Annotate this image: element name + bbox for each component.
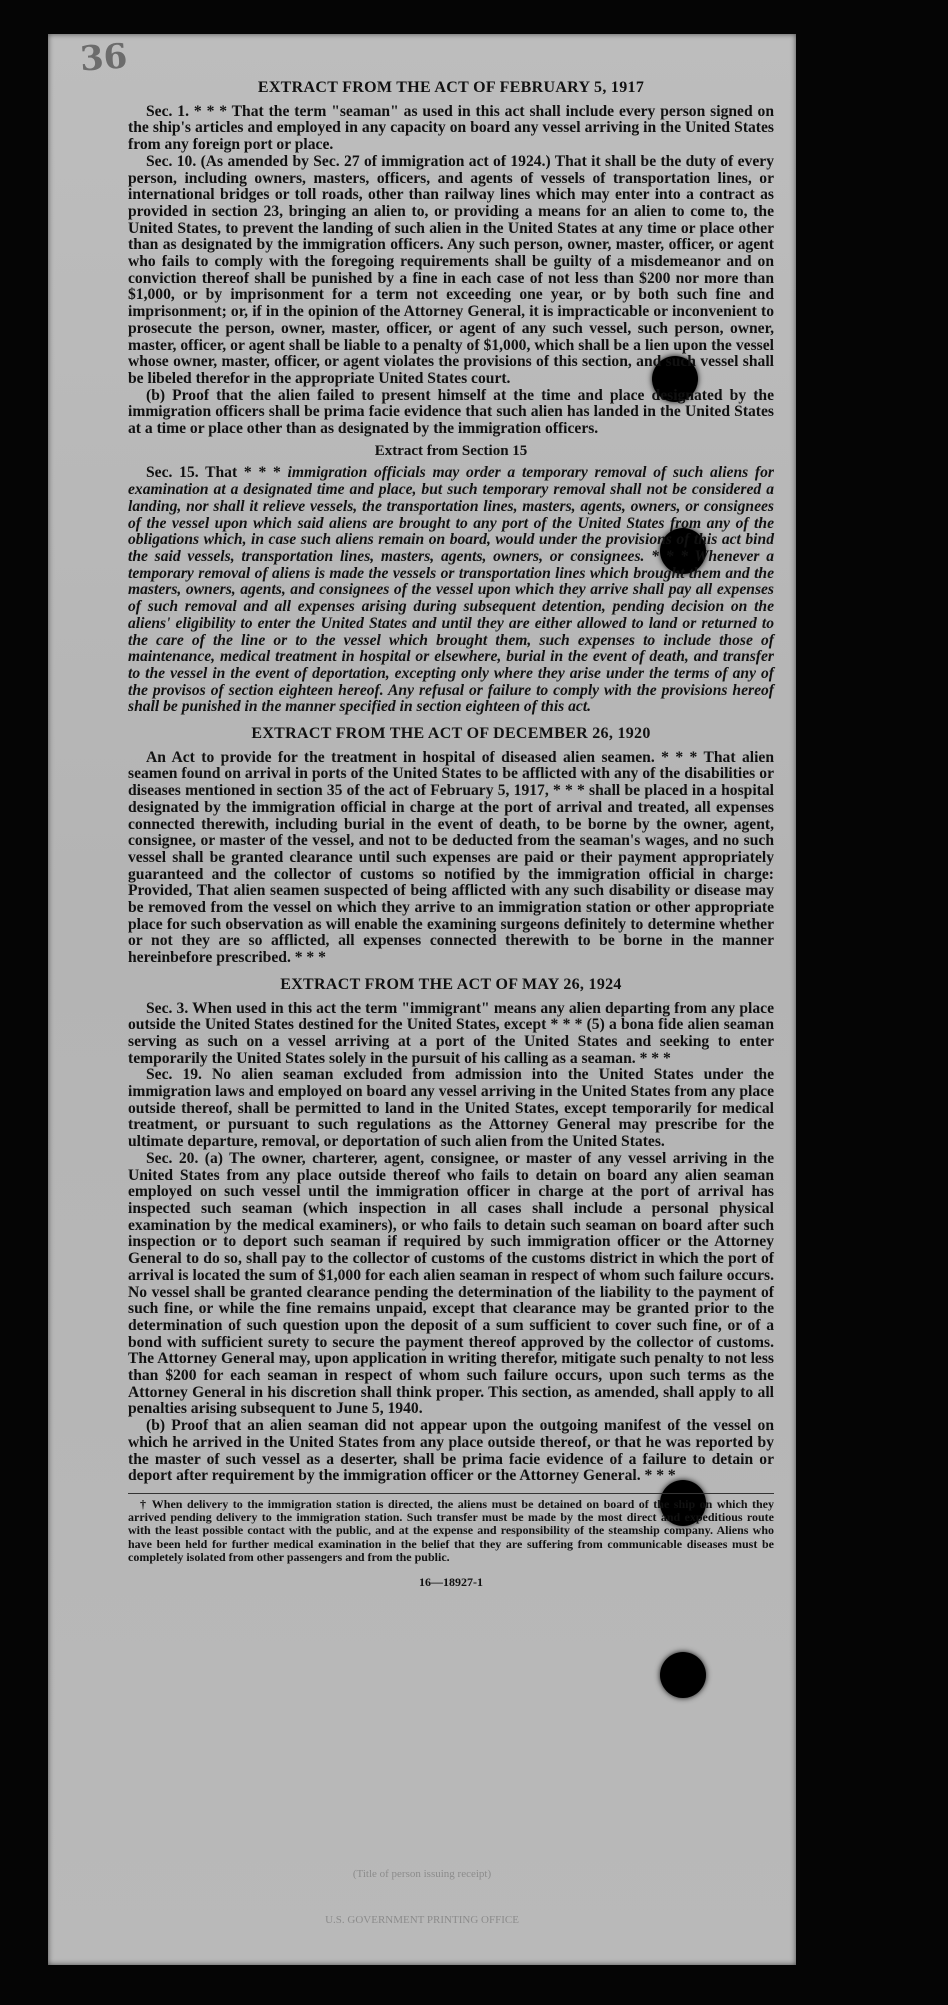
faint-printer-text: U.S. GOVERNMENT PRINTING OFFICE	[325, 1914, 519, 1926]
italic-text: immigration officials may order a temporary removal of such aliens for examination at a designated time and place, but such temporary removal shall not be considered a landing, nor shall it relieve vessels, the transportation lines, masters, agents, owners, or consignees of the vessel upon which said aliens are brought to any port of the United States from any of the obligations which, in case such aliens remain on board, would under the provisions of this act bind the said vessels, transportation lines, masters, agents, owners, or consignees. * * * Whenever a temporary removal of aliens is made the vessels or transportation lines which brought them and the masters, owners, agents, and consignees of the vessel upon which they arrive shall pay all expenses of such removal and all expenses arising during subsequent detention, pending decision on the aliens' eligibility to enter the United States and until they are either allowed to land or returned to the care of the line or to the vessel which brought them, such expenses to include those of maintenance, medical treatment in hospital or elsewhere, burial in the event of death, and transfer to the vessel in the event of deportation, excepting only where they arise under the terms of any of the provisos of section eighteen hereof. Any refusal or failure to comply with the provisions hereof shall be punished in the manner specified in section eighteen of this act.	[128, 464, 774, 716]
footnote-divider	[128, 1493, 774, 1494]
handwritten-page-number: 36	[78, 36, 129, 80]
punch-hole	[660, 1652, 706, 1698]
paragraph: An Act to provide for the treatment in hospital of diseased alien seamen. * * * That alien seamen found on arrival in ports of the United States to be afflicted with any of the disabilities or diseases mentioned in section 35 of the act of February 5, 1917, * * * shall be placed in a hospital designated by the immigration official in charge at the port of arrival and treated, all expenses connected therewith, including burial in the event of death, to be borne by the owner, agent, consignee, or master of the vessel, and not to be deducted from the seaman's wages, and no such vessel shall be granted clearance until such expenses are paid or their payment appropriately guaranteed and the collector of customs so notified by the immigration official in charge: Provided, That alien seamen suspected of being afflicted with any such disability or disease may be removed from the vessel on which they arrive to an immigration station or other appropriate place for such observation as will enable the examining surgeons definitely to determine whether or not they are so afflicted, all expenses connected therewith to be borne in the manner hereinbefore prescribed. * * *	[128, 748, 774, 967]
document-page	[48, 34, 796, 1965]
paragraph: Sec. 3. When used in this act the term "immigrant" means any alien departing from any place outside the United States destined for the United States, except * * * (5) a bona fide alien seaman serving as such on a vessel arriving at a port of the United States and seeking to enter temporarily the United States solely in the pursuit of his calling as a seaman. * * *	[128, 999, 774, 1067]
faint-bleedthrough-text: (Title of person issuing receipt)	[352, 1868, 492, 1880]
paragraph: Sec. 1. * * * That the term "seaman" as used in this act shall include every person signed on the ship's articles and employed in any capacity on board any vessel arriving in the United States from any foreign port or place.	[128, 102, 774, 154]
section-heading: EXTRACT FROM THE ACT OF DECEMBER 26, 1920	[251, 725, 651, 743]
section-heading: EXTRACT FROM THE ACT OF FEBRUARY 5, 1917	[257, 79, 645, 96]
paragraph: Sec. 10. (As amended by Sec. 27 of immigration act of 1924.) That it shall be the duty of every person, including owners, masters, officers, and agents of vessels of transportation lines, or international bridges or toll roads, other than railway lines which may enter into a contract as provided in section 23, bringing an alien to, or providing a means for an alien to come to, the United States, to prevent the landing of such alien in the United States at any time or place other than as designated by the immigration officers. Any such person, owner, master, officer, or agent who fails to comply with the foregoing requirements shall be guilty of a misdemeanor and on conviction thereof shall be punished by a fine in each case of not less than $200 nor more than $1,000, or by imprisonment for a term not exceeding one year, or by both such fine and imprisonment; or, if in the opinion of the Attorney General, it is impracticable or inconvenient to prosecute the person, owner, master, officer, or agent of any such vessel, such person, owner, master, officer, or agent shall be liable to a penalty of $1,000, which shall be a lien upon the vessel whose owner, master, officer, or agent violates the provisions of this section, and such vessel shall be libeled therefor in the appropriate United States court.	[128, 152, 774, 387]
paragraph: Sec. 19. No alien seaman excluded from admission into the United States under the immigration laws and employed on board any vessel arriving in the United States from any place outside thereof, shall be permitted to land in the United States, except temporarily for medical treatment, or pursuant to such regulations as the Attorney General may prescribe for the ultimate departure, removal, or deportation of such alien from the United States.	[128, 1066, 774, 1151]
document-text	[128, 76, 774, 1591]
section-lead: Sec. 15. That * * *	[146, 464, 281, 482]
paragraph: (b) Proof that an alien seaman did not appear upon the outgoing manifest of the vessel on which he arrived in the United States from any place outside thereof, or that he was reported by the master of such vessel as a deserter, shall be prima facie evidence of a failure to detain or deport after requirement by the immigration officer or the Attorney General. * * *	[128, 1417, 774, 1485]
section-heading: EXTRACT FROM THE ACT OF MAY 26, 1924	[280, 975, 622, 993]
footnote: † When delivery to the immigration station is directed, the aliens must be detained on board of the ship on which they arrived pending delivery to the immigration station. Such transfer must be made by the most direct and expeditious route with the least possible contact with the public, and at the expense and responsibility of the steamship company. Aliens who have been held for further medical examination in the belief that they are suffering from communicable diseases must be completely isolated from other passengers and from the public.	[128, 1496, 774, 1564]
paragraph	[128, 465, 774, 716]
paragraph: Sec. 20. (a) The owner, charterer, agent, consignee, or master of any vessel arriving in the United States from any place outside thereof who fails to detain on board any alien seaman employed on such vessel until the immigration officer in charge at the port of arrival has inspected such seaman (which inspection in all cases shall include a personal physical examination by the medical examiners), or who fails to detain such seaman on board after such inspection or to deport such seaman if required by such immigration officer or the Attorney General to do so, shall pay to the collector of customs of the customs district in which the port of arrival is located the sum of $1,000 for each alien seaman in respect of whom such failure occurs. No vessel shall be granted clearance pending the determination of the liability to the payment of such fine, or while the fine remains unpaid, except that clearance may be granted prior to the determination of such question upon the deposit of a sum sufficient to cover such fine, or of a bond with sufficient surety to secure the payment thereof approved by the collector of customs. The Attorney General may, upon application in writing therefor, mitigate such penalty to not less than $200 for each seaman in respect of whom such failure occurs, upon such terms as the Attorney General in his discretion shall think proper. This section, as amended, shall apply to all penalties arising subsequent to June 5, 1940.	[128, 1149, 774, 1418]
paragraph: (b) Proof that the alien failed to present himself at the time and place designated by the immigration officers shall be prima facie evidence that such alien has landed in the United States at a time or place other than as designated by the immigration officers.	[128, 386, 774, 438]
form-number: 16—18927-1	[419, 1574, 483, 1589]
section-subheading: Extract from Section 15	[374, 442, 528, 459]
